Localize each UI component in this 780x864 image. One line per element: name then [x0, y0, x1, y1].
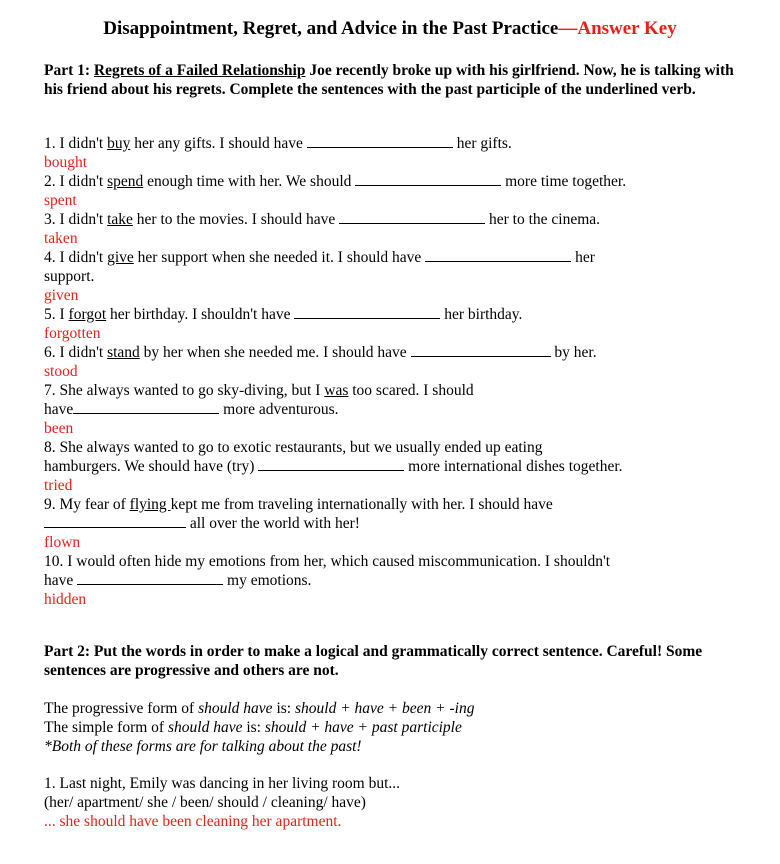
- item-text: 7. She always wanted to go sky-diving, but I: [44, 382, 325, 399]
- part1-label: Part 1:: [44, 62, 91, 79]
- form-note: [44, 737, 734, 756]
- underlined-verb: was: [324, 382, 349, 399]
- item-text: her any gifts. I should have: [130, 135, 307, 152]
- item-3: [44, 210, 734, 229]
- item-5-answer: forgotten: [44, 325, 101, 342]
- item-2-answer: spent: [44, 192, 77, 209]
- part2-instructions: Part 2: Put the words in order to make a logical and grammatically correct sentence. Careful! Some sentences are progressive and others are not.: [44, 643, 703, 679]
- form-text: is:: [242, 719, 265, 736]
- part1-intro: Joe recently broke up with his girlfriend. Now, he is talking with his friend about his regrets. Complete the sentences with the past participle of the underlined verb.: [44, 62, 734, 98]
- title-main: Disappointment, Regret, and Advice in the Past Practice: [103, 18, 559, 39]
- simple-form: [44, 718, 734, 737]
- item-7: [44, 381, 734, 400]
- answer-blank: [339, 211, 485, 224]
- item-text: her to the movies. I should have: [132, 211, 340, 228]
- progressive-form: [44, 699, 734, 718]
- form-text: The progressive form of: [44, 700, 199, 717]
- item-1-answer: bought: [44, 154, 88, 171]
- answer-blank: [411, 344, 551, 357]
- item-text: 6. I didn't: [44, 344, 108, 361]
- item-9: [44, 495, 734, 514]
- part2-item-1: [44, 774, 734, 831]
- item-text: more international dishes together.: [404, 458, 623, 475]
- item-10-line2: [44, 571, 734, 590]
- item-text: 9. My fear of: [44, 496, 130, 513]
- progressive-formula: should + have + been + -ing: [294, 700, 475, 717]
- item-text: her birthday. I shouldn't have: [106, 306, 295, 323]
- item-4: [44, 248, 734, 267]
- item-6-answer: stood: [44, 363, 78, 380]
- item-5: [44, 305, 734, 324]
- note-text: *Both of these forms are for talking about the past!: [44, 738, 362, 755]
- example-answer: ... she should have been cleaning her apartment.: [44, 813, 342, 830]
- simple-formula: should + have + past participle: [264, 719, 462, 736]
- example-words: (her/ apartment/ she / been/ should / cleaning/ have): [44, 794, 366, 811]
- title-dash: —: [558, 18, 578, 39]
- item-text: kept me from traveling internationally with her. I should have: [170, 496, 553, 513]
- item-9-answer: flown: [44, 534, 81, 551]
- item-text: 2. I didn't: [44, 173, 108, 190]
- item-9-line2: [44, 514, 734, 533]
- item-text: 4. I didn't: [44, 249, 108, 266]
- part1-heading: Regrets of a Failed Relationship: [93, 62, 306, 79]
- item-7-line2: [44, 400, 734, 419]
- item-4-answer: given: [44, 287, 79, 304]
- item-text: her to the cinema.: [485, 211, 601, 228]
- answer-blank: [307, 135, 453, 148]
- underlined-verb: forgot: [68, 306, 107, 323]
- item-1: [44, 134, 734, 153]
- item-8: 8. She always wanted to go to exotic restaurants, but we usually ended up eating: [44, 439, 543, 456]
- item-text: more adventurous.: [219, 401, 339, 418]
- item-text: my emotions.: [223, 572, 312, 589]
- item-text: all over the world with her!: [186, 515, 360, 532]
- page-title: [0, 17, 780, 41]
- underlined-verb: spend: [107, 173, 144, 190]
- item-text: her: [571, 249, 595, 266]
- form-text: The simple form of: [44, 719, 168, 736]
- item-text: by her when she needed me. I should have: [139, 344, 411, 361]
- item-text: have: [44, 401, 74, 418]
- answer-blank: [258, 458, 404, 471]
- item-text: her gifts.: [452, 135, 512, 152]
- item-text: 1. I didn't: [44, 135, 108, 152]
- item-10-answer: hidden: [44, 591, 87, 608]
- item-6: [44, 343, 734, 362]
- form-text: is:: [272, 700, 295, 717]
- item-7-answer: been: [44, 420, 74, 437]
- item-text: enough time with her. We should: [143, 173, 356, 190]
- item-text: too scared. I should: [348, 382, 474, 399]
- title-answer-key: Answer Key: [577, 18, 677, 39]
- form-text: should have: [198, 700, 273, 717]
- underlined-verb: buy: [107, 135, 131, 152]
- underlined-verb: give: [107, 249, 134, 266]
- item-8-answer: tried: [44, 477, 73, 494]
- item-10: 10. I would often hide my emotions from her, which caused miscommunication. I shouldn't: [44, 553, 611, 570]
- answer-blank: [44, 515, 186, 528]
- answer-blank: [77, 572, 223, 585]
- item-text: by her.: [550, 344, 597, 361]
- item-text: her support when she needed it. I should have: [133, 249, 426, 266]
- item-text: 3. I didn't: [44, 211, 108, 228]
- item-4-line2: support.: [44, 268, 95, 285]
- form-text: should have: [167, 719, 243, 736]
- underlined-verb: take: [107, 211, 133, 228]
- answer-blank: [73, 401, 219, 414]
- example-prompt: 1. Last night, Emily was dancing in her living room but...: [44, 775, 401, 792]
- answer-blank: [294, 306, 440, 319]
- item-text: hamburgers. We should have (try): [44, 458, 259, 475]
- answer-blank: [425, 249, 571, 262]
- part1-instructions: [44, 61, 734, 99]
- answer-blank: [355, 173, 501, 186]
- part1-items: [44, 134, 734, 609]
- item-8-line2: [44, 457, 734, 476]
- form-explanation: [44, 699, 734, 756]
- item-2: [44, 172, 734, 191]
- item-text: have: [44, 572, 78, 589]
- item-text: more time together.: [501, 173, 627, 190]
- underlined-verb: stand: [107, 344, 140, 361]
- item-text: her birthday.: [440, 306, 523, 323]
- item-3-answer: taken: [44, 230, 78, 247]
- underlined-verb: flying: [129, 496, 171, 513]
- item-text: 5. I: [44, 306, 69, 323]
